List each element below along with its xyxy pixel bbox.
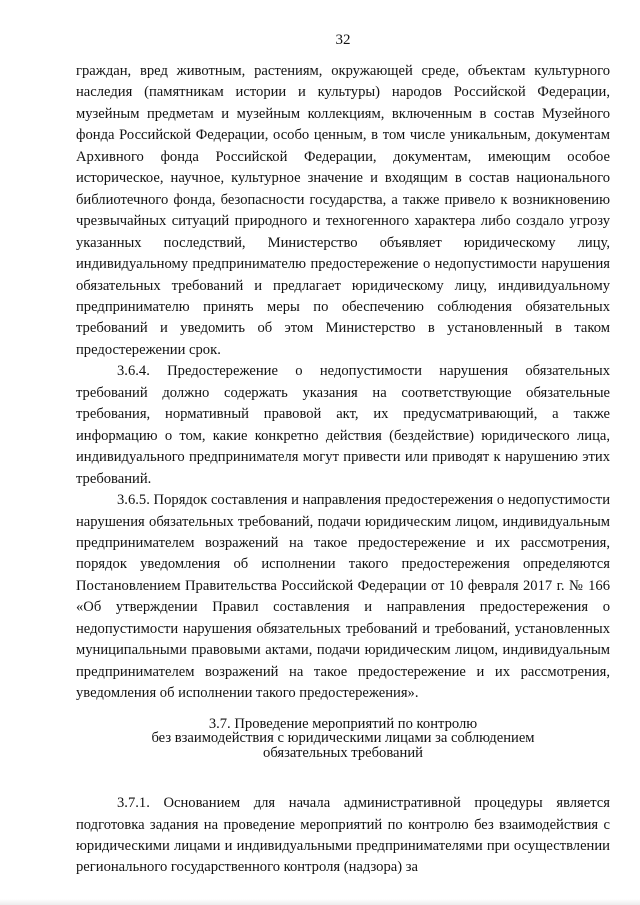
paragraph-3-7-1: 3.7.1. Основанием для начала административной процедуры является подготовка задания на проведение мероприятий по контролю без взаимодействия с юридическими лицами и индивидуальными предпринимателями при осуществлении регионального государственного контроля (надзора) за: [76, 795, 610, 876]
section-heading-line-2: без взаимодействия с юридическими лицами за соблюдением: [151, 730, 535, 747]
document-body: [76, 61, 610, 879]
paragraph-3-6-4: 3.6.4. Предостережение о недопустимости нарушения обязательных требований должно содержать указания на соответствующие обязательные требования, нормативный правовой акт, их предусматривающий, а также информацию о том, какие конкретно действия (бездействие) юридического лица, индивидуального предпринимателя могут привести или приводят к нарушению этих требований.: [76, 363, 610, 487]
section-heading-line-1: 3.7. Проведение мероприятий по контролю: [208, 715, 478, 732]
paragraph-continuation: граждан, вред животным, растениям, окружающей среде, объектам культурного наследия (памятникам истории и культуры) народов Российской Федерации, музейным предметам и музейным коллекциям, включенным в состав Музейного фонда Российской Федерации, особо ценным, в том числе уникальным, документам Архивного фонда Российской Федерации, документам, имеющим особое историческое, научное, культурное значение и входящим в состав национального библиотечного фонда, безопасности государства, а также привело к возникновению чрезвычайных ситуаций природного и техногенного характера либо создало угрозу указанных последствий, Министерство объявляет юридическому лицу, индивидуальному предпринимателю предостережение о недопустимости нарушения обязательных требований и предлагает юридическому лицу, индивидуальному предпринимателю принять меры по обеспечению соблюдения обязательных требований и уведомить об этом Министерство в установленный в таком предостережении срок.: [76, 63, 610, 358]
paragraph-3-6-5: 3.6.5. Порядок составления и направления предостережения о недопустимости нарушения обязательных требований, подачи юридическим лицом, индивидуальным предпринимателем возражений на такое предостережение и их рассмотрения, порядок уведомления об исполнении такого предостережения определяются Постановлением Правительства Российской Федерации от 10 февраля 2017 г. № 166 «Об утверждении Правил составления и направления предостережения о недопустимости нарушения обязательных требований и требований, установленных муниципальными правовыми актами, подачи юридическим лицом, индивидуальным предпринимателем возражений на такое предостережение и их рассмотрения, уведомления об исполнении такого предостережения».: [76, 492, 610, 702]
section-spacer: [76, 760, 610, 793]
scan-bottom-edge: [0, 899, 640, 905]
page-number: 32: [335, 32, 351, 48]
section-heading-3-7: [76, 717, 610, 761]
section-heading-line-3: обязательных требований: [263, 744, 423, 761]
